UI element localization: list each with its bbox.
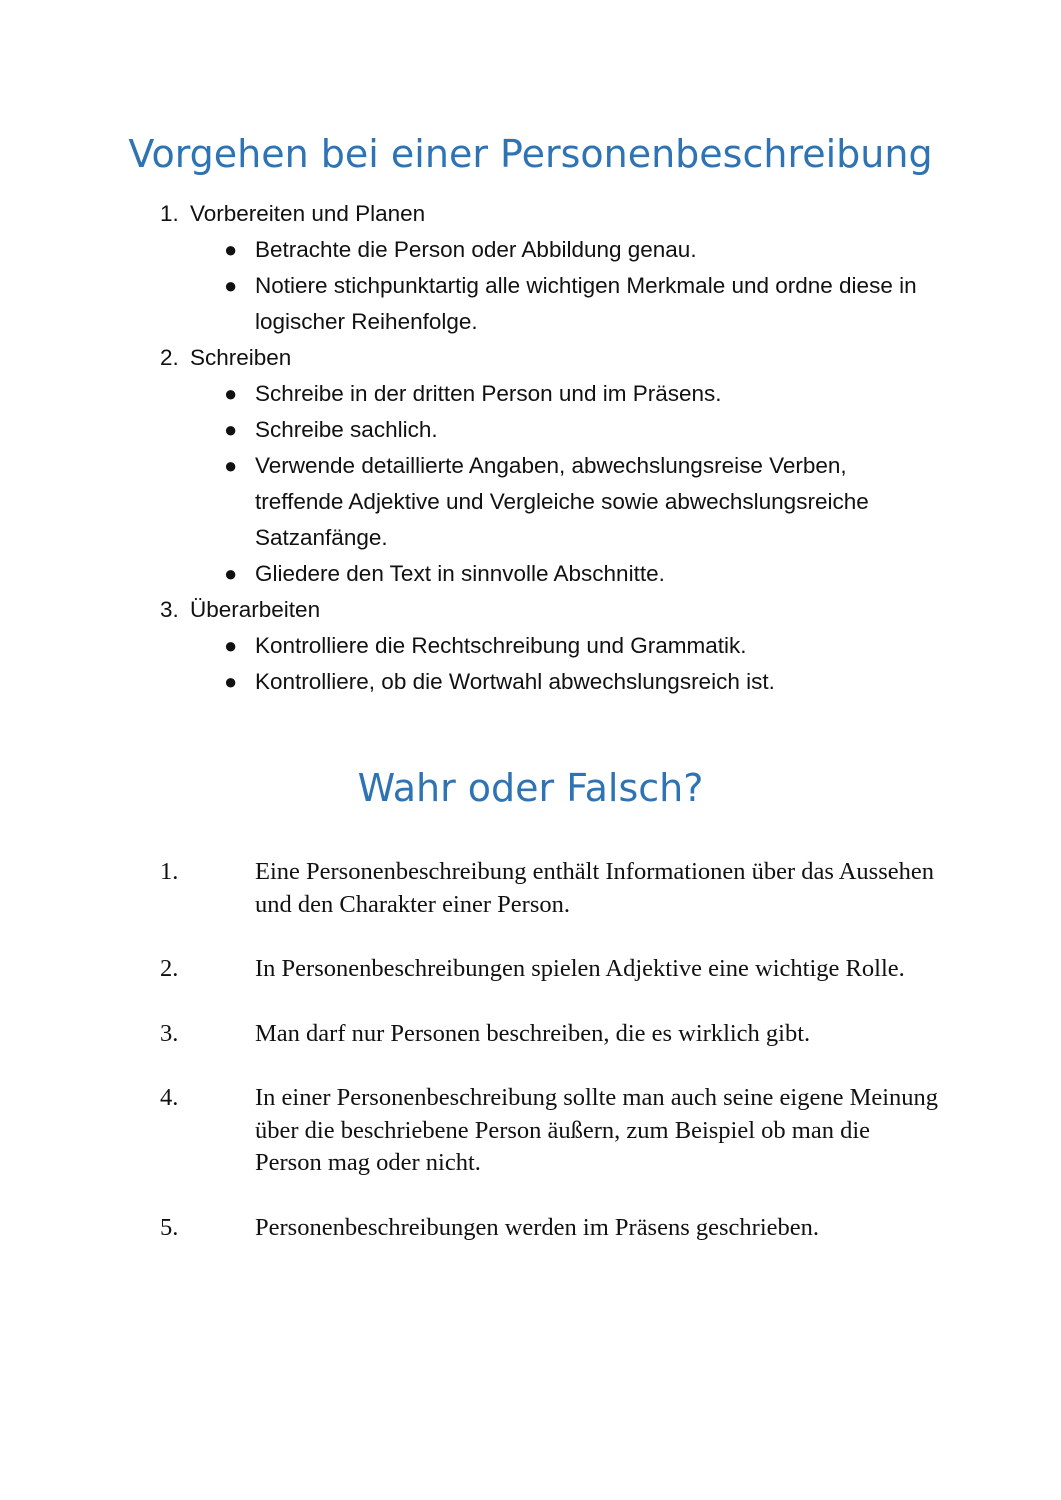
step-item [160,196,940,340]
quiz-number: 3. [160,1019,179,1047]
quiz-statement: Man darf nur Personen beschreiben, die es wirklich gibt. [255,1019,811,1047]
step-number: 3. [160,597,179,622]
quiz-item [160,1082,940,1180]
step-item [160,592,940,700]
bullet-icon: ● [224,561,238,586]
bullet-item [160,448,940,556]
step-number: 1. [160,201,179,226]
quiz-item [160,856,940,921]
step-heading [160,592,940,628]
quiz-list [160,856,940,1276]
step-label: Vorbereiten und Planen [190,201,426,226]
quiz-number: 5. [160,1213,179,1241]
quiz-title: Wahr oder Falsch? [357,766,704,810]
bullet-icon: ● [224,417,238,442]
step-heading [160,340,940,376]
bullet-item [160,232,940,268]
step-number: 2. [160,345,179,370]
step-heading [160,196,940,232]
bullet-icon: ● [224,381,238,406]
step-label: Schreiben [190,345,292,370]
bullet-text: Kontrolliere, ob die Wortwahl abwechslungsreich ist. [255,669,775,694]
bullet-list [160,628,940,700]
quiz-item [160,1212,940,1245]
quiz-statement: In Personenbeschreibungen spielen Adjektive eine wichtige Rolle. [255,955,905,982]
bullet-item [160,412,940,448]
bullet-text: Betrachte die Person oder Abbildung genau. [255,237,697,262]
step-label: Überarbeiten [190,597,321,622]
steps-list [160,196,940,700]
quiz-item [160,1018,940,1051]
quiz-statement: Personenbeschreibungen werden im Präsens geschrieben. [255,1213,820,1241]
bullet-text: Schreibe sachlich. [255,417,438,442]
bullet-item [160,664,940,700]
quiz-item [160,953,940,986]
quiz-number: 2. [160,955,179,982]
bullet-text: Notiere stichpunktartig alle wichtigen Merkmale und ordne diese in logischer Reihenfolge. [255,273,917,334]
page-title: Vorgehen bei einer Personenbeschreibung [128,132,933,176]
bullet-text: Kontrolliere die Rechtschreibung und Grammatik. [255,633,747,658]
bullet-icon: ● [224,669,238,694]
bullet-icon: ● [224,453,238,478]
bullet-text: Gliedere den Text in sinnvolle Abschnitte. [255,561,665,586]
bullet-icon: ● [224,237,238,262]
bullet-list [160,376,940,592]
quiz-number: 1. [160,858,179,885]
bullet-icon: ● [224,633,238,658]
quiz-statement: In einer Personenbeschreibung sollte man auch seine eigene Meinung über die beschriebene Person äußern, zum Beispiel ob man die Person mag oder nicht. [255,1084,939,1176]
quiz-number: 4. [160,1084,179,1111]
step-item [160,340,940,592]
bullet-item [160,268,940,340]
bullet-text: Schreibe in der dritten Person und im Präsens. [255,381,722,406]
quiz-statement: Eine Personenbeschreibung enthält Informationen über das Aussehen und den Charakter einer Person. [255,858,935,918]
bullet-item [160,376,940,412]
bullet-icon: ● [224,273,238,298]
bullet-item [160,628,940,664]
bullet-item [160,556,940,592]
bullet-text: Verwende detaillierte Angaben, abwechslungsreise Verben, treffende Adjektive und Vergleiche sowie abwechslungsreiche Satzanfänge. [255,453,869,550]
bullet-list [160,232,940,340]
